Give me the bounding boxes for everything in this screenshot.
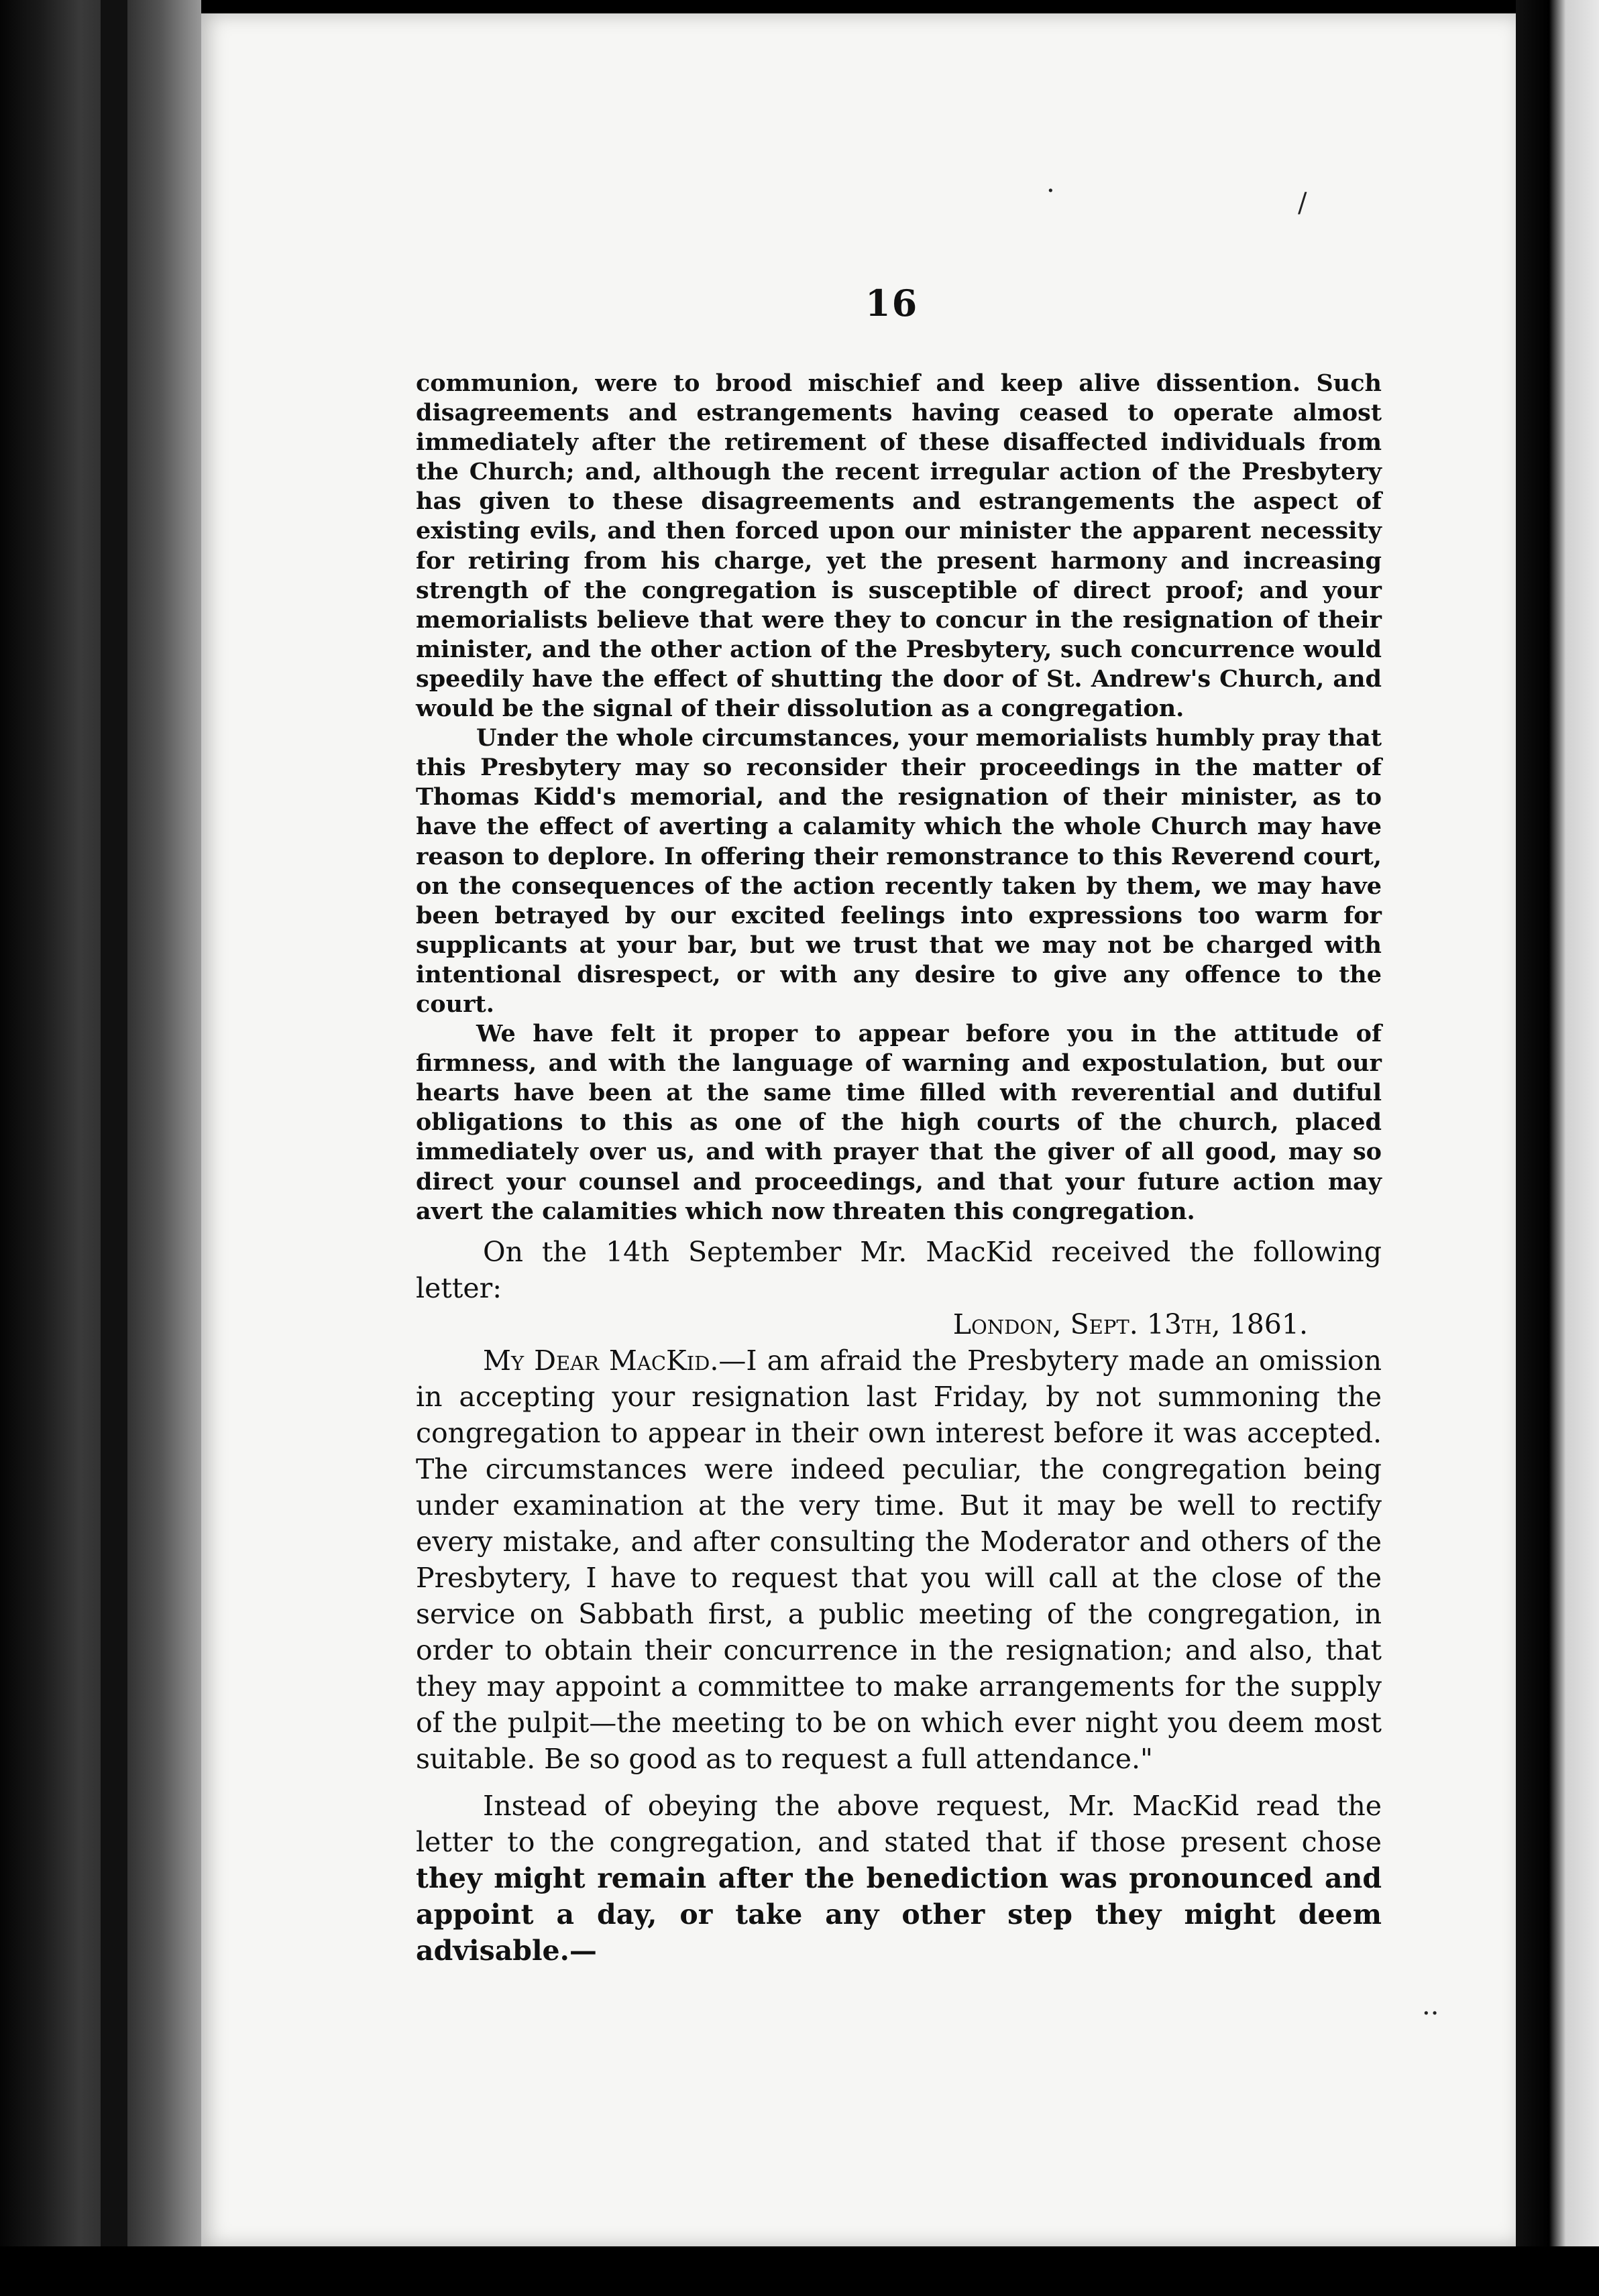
closing-start: Instead of obeying the above request, Mr. MacKid read the letter to the congregation, and stated that if those present chose (416, 1790, 1382, 1858)
memorial-paragraph: communion, were to brood mischief and keep alive dissention. Such disagreements and estrangements having ceased to operate almost immediately after the retirement of these disaffected individuals from the Church; and, although the recent irregular action of the Presbytery has given to these disagreements and estrangements the aspect of existing evils, and then forced upon our minister the apparent necessity for retiring from his charge, yet the present harmony and increasing strength of the congregation is susceptible of direct proof; and your memorialists believe that were they to concur in the resignation of their minister, and the other action of the Presbytery, such concurrence would speedily have the effect of shutting the door of St. Andrew's Church, and would be the signal of their dissolution as a congregation. (416, 369, 1382, 723)
memorial-paragraph: Under the whole circumstances, your memorialists humbly pray that this Presbytery may so reconsider their proceedings in the matter of Thomas Kidd's memorial, and the resignation of their minister, as to have the effect of averting a calamity which the whole Church may have reason to deplore. In offering their remonstrance to this Reverend court, on the consequences of the action recently taken by them, we may have been betrayed by our excited feelings into expressions too warm for supplicants at your bar, but we trust that we may not be charged with intentional disrespect, or with any desire to give any offence to the court. (416, 724, 1382, 1018)
book-spine (101, 0, 127, 2296)
letter-dateline: London, Sept. 13th, 1861. (952, 1308, 1308, 1340)
closing-end: they might remain after the benediction was pronounced and appoint a day, or take any other step they might deem advisable.— (416, 1862, 1382, 1967)
narrative-text (416, 1234, 1382, 1969)
memorial-paragraph: We have felt it proper to appear before you in the attitude of firmness, and with the language of warning and expostulation, but our hearts have been at the same time filled with reverential and dutiful obligations to this as one of the high courts of the church, placed immediately over us, and with prayer that the giver of all good, may so direct your counsel and proceedings, and that your future action may avert the calamities which now threaten this congregation. (416, 1020, 1382, 1225)
scan-bottom-edge (0, 2246, 1599, 2296)
page-number: 16 (865, 282, 919, 325)
letter-paragraph (416, 1342, 1382, 1777)
narrative-intro: On the 14th September Mr. MacKid received the following letter: (416, 1236, 1382, 1304)
memorial-text (416, 369, 1382, 1226)
scan-right-edge (1516, 0, 1599, 2296)
letter-greeting: My Dear MacKid. (483, 1344, 719, 1377)
letter-body: —I am afraid the Presbytery made an omission in accepting your resignation last Friday, by not summoning the congregation to appear in their own interest before it was accepted. The circumstances were indeed peculiar, the congregation being under examination at the very time. But it may be well to rectify every mistake, and after consulting the Moderator and others of the Presbytery, I have to request that you will call at the close of the service on Sabbath first, a public meeting of the congregation, in order to obtain their concurrence in the resignation; and also, that they may appoint a committee to make arrangements for the supply of the pulpit—the meeting to be on which ever night you deem most suitable. Be so good as to request a full attendance." (416, 1344, 1382, 1775)
scan-speck: · (1046, 176, 1055, 207)
scan-speck: ·· (1422, 1998, 1439, 2029)
scan-speck: / (1298, 188, 1307, 219)
closing-paragraph (416, 1788, 1382, 1969)
